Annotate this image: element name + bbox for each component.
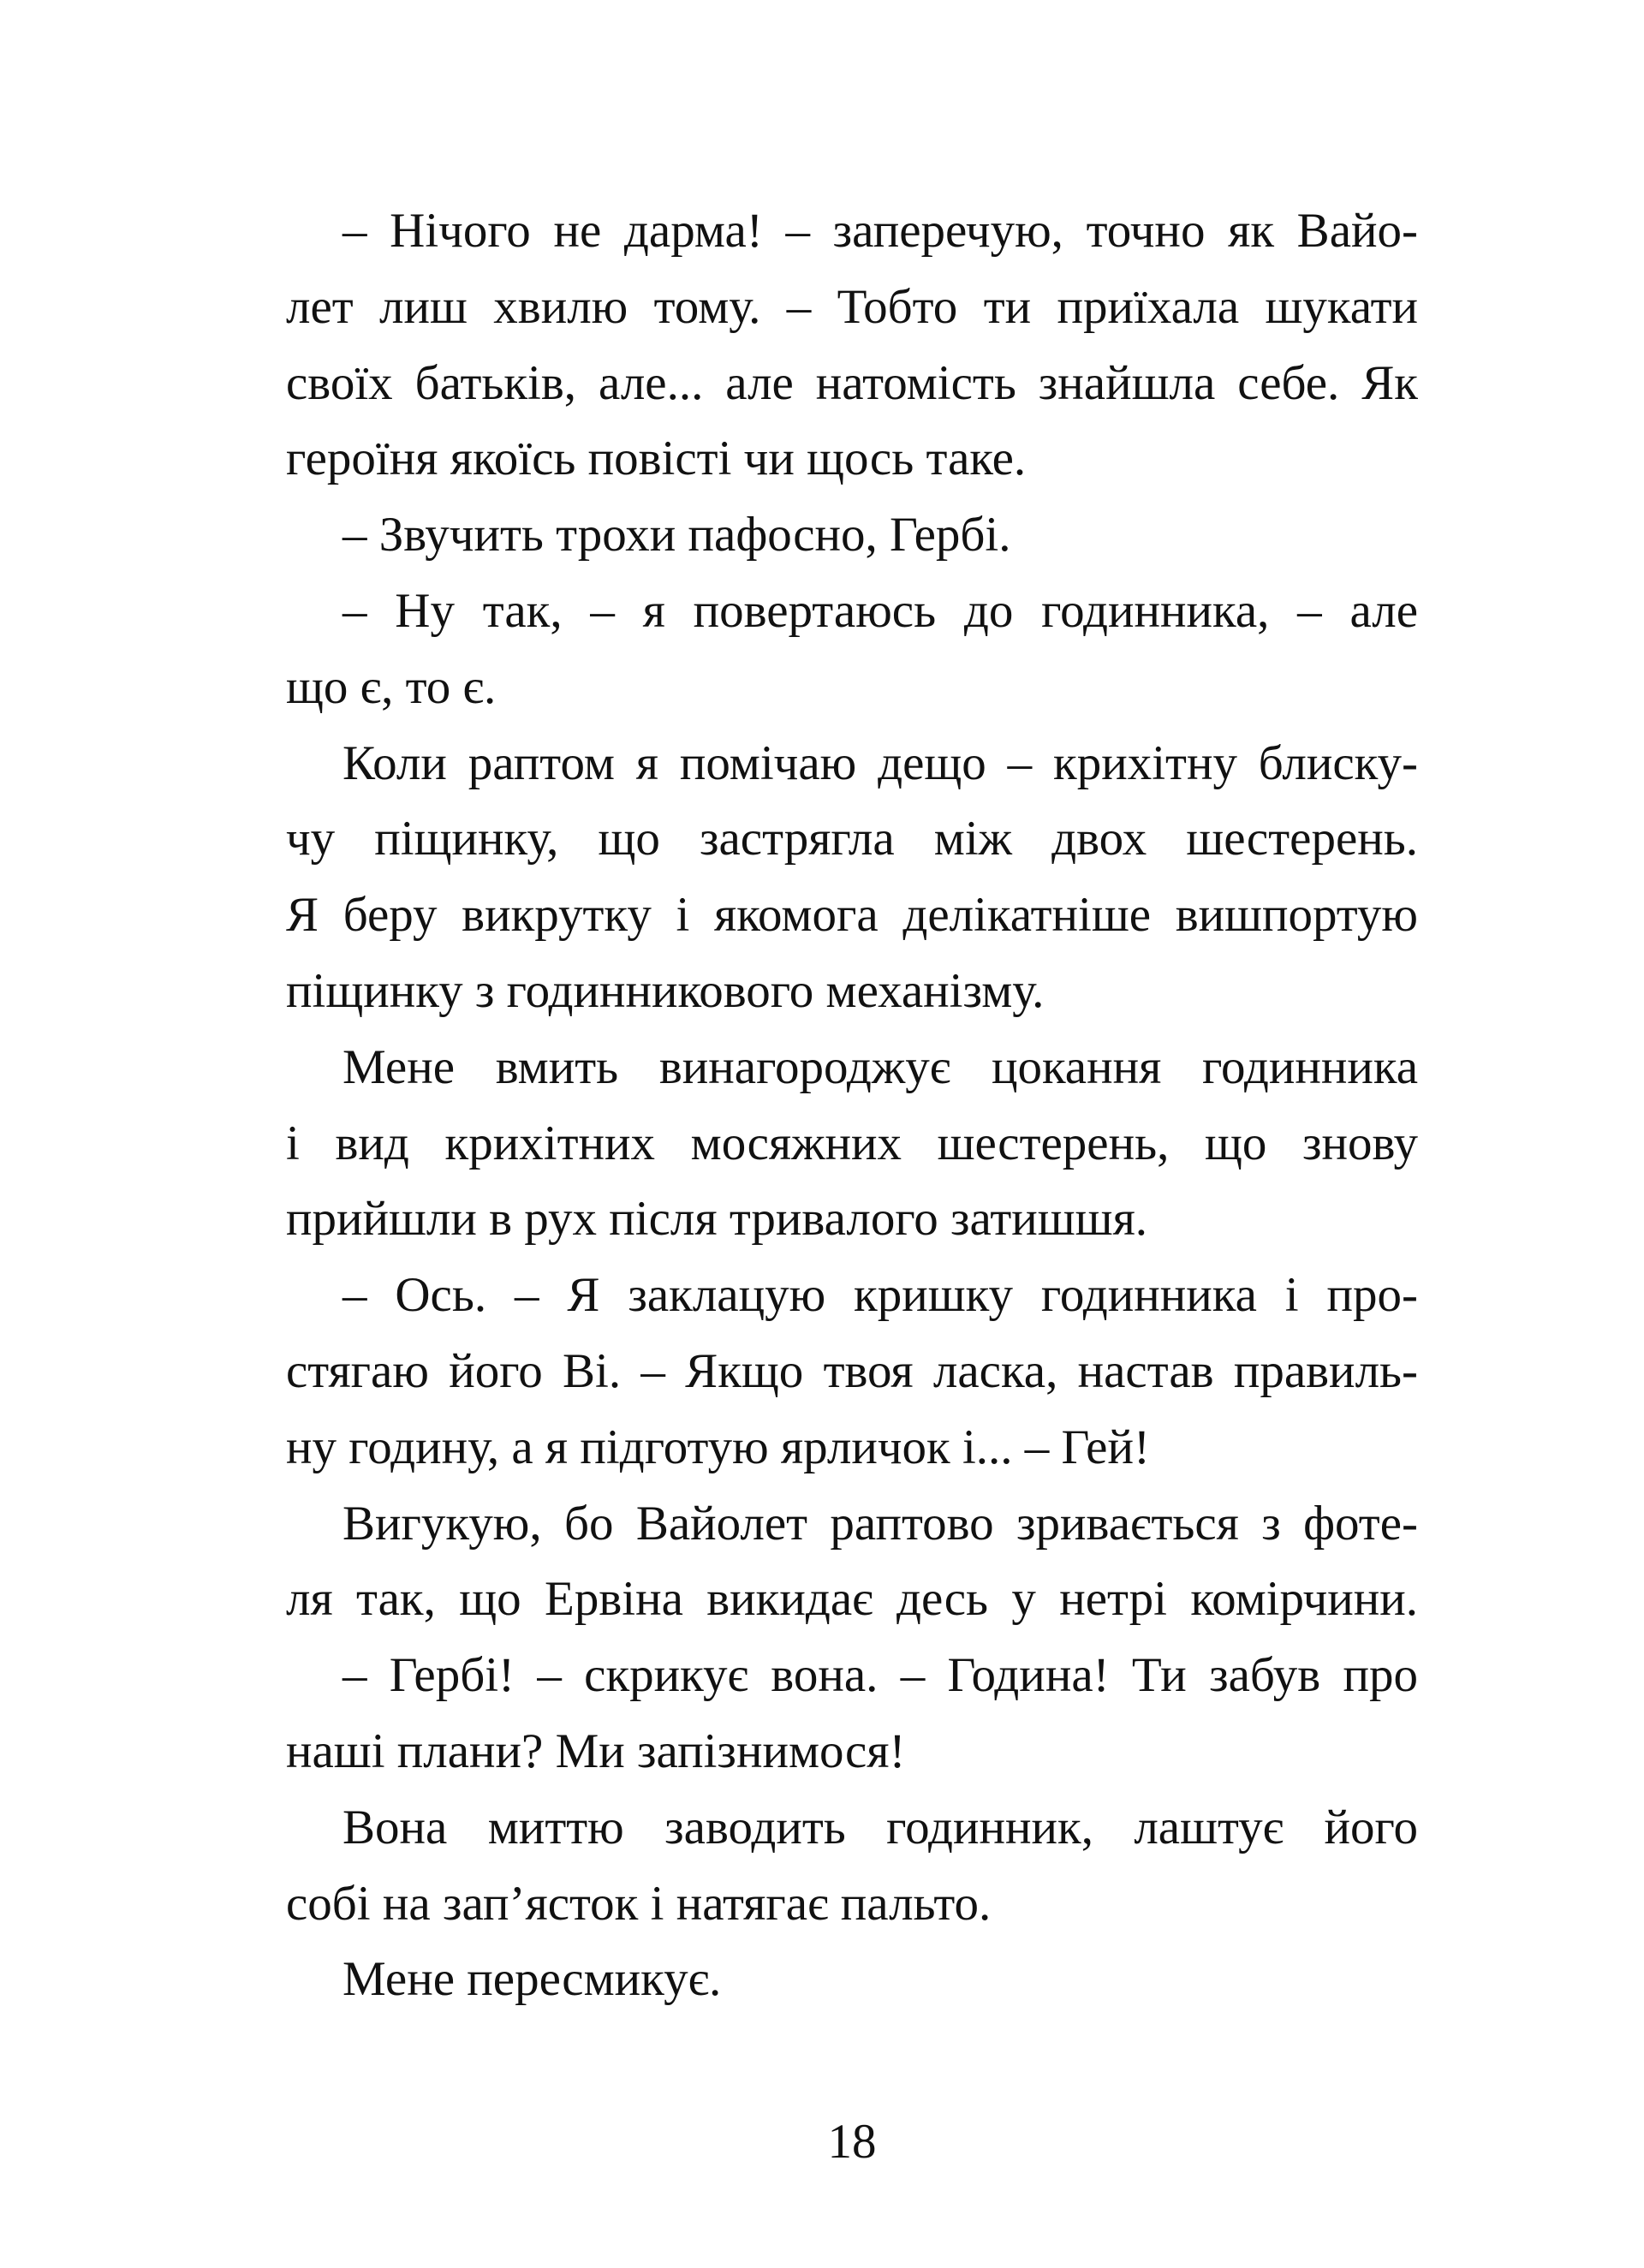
text-line: – Ну так, – я повертаюсь до годинника, – але: [342, 583, 1418, 638]
text-line: лет лиш хвилю тому. – Тобто ти приїхала шукати: [286, 279, 1418, 334]
text-line: героїня якоїсь повісті чи щось таке.: [286, 432, 1027, 486]
text-line: що є, то є.: [286, 659, 497, 714]
text-line: ля так, що Ервіна викидає десь у нетрі комірчини.: [286, 1572, 1418, 1627]
page-number: 18: [827, 2115, 877, 2169]
text-line: Коли раптом я помічаю дещо – крихітну блиску-: [342, 735, 1418, 790]
text-line: ну годину, а я підготую ярличок і... – Гей!: [286, 1420, 1150, 1474]
text-line: і вид крихітних мосяжних шестерень, що знову: [286, 1116, 1418, 1170]
text-line: – Звучить трохи пафосно, Гербі.: [342, 508, 1011, 563]
text-line: Я беру викрутку і якомога делікатніше вишпортую: [286, 888, 1418, 943]
text-line: чу піщинку, що застрягла між двох шестерень.: [286, 812, 1418, 866]
text-line: – Гербі! – скрикує вона. – Година! Ти забув про: [342, 1648, 1418, 1703]
text-line: Вигукую, бо Вайолет раптово зривається з фоте-: [342, 1496, 1418, 1551]
text-line: стягаю його Ві. – Якщо твоя ласка, настав правиль-: [286, 1343, 1418, 1398]
text-line: наші плани? Ми запізнимося!: [286, 1723, 906, 1778]
text-line: піщинку з годинникового механізму.: [286, 963, 1045, 1018]
text-line: – Ось. – Я заклацую кришку годинника і про-: [342, 1268, 1418, 1323]
text-line: прийшли в рух після тривалого затишшя.: [286, 1192, 1148, 1247]
text-line: собі на зап’ясток і натягає пальто.: [286, 1876, 992, 1931]
text-line: своїх батьків, але... але натомість знайшла себе. Як: [286, 355, 1418, 410]
text-line: Мене пересмикує.: [342, 1952, 722, 2007]
text-line: – Нічого не дарма! – заперечую, точно як Вайо-: [342, 204, 1418, 258]
text-line: Мене вмить винагороджує цокання годинника: [342, 1039, 1418, 1094]
body-text: [286, 193, 1418, 2018]
text-line: Вона миттю заводить годинник, лаштує його: [342, 1800, 1418, 1854]
